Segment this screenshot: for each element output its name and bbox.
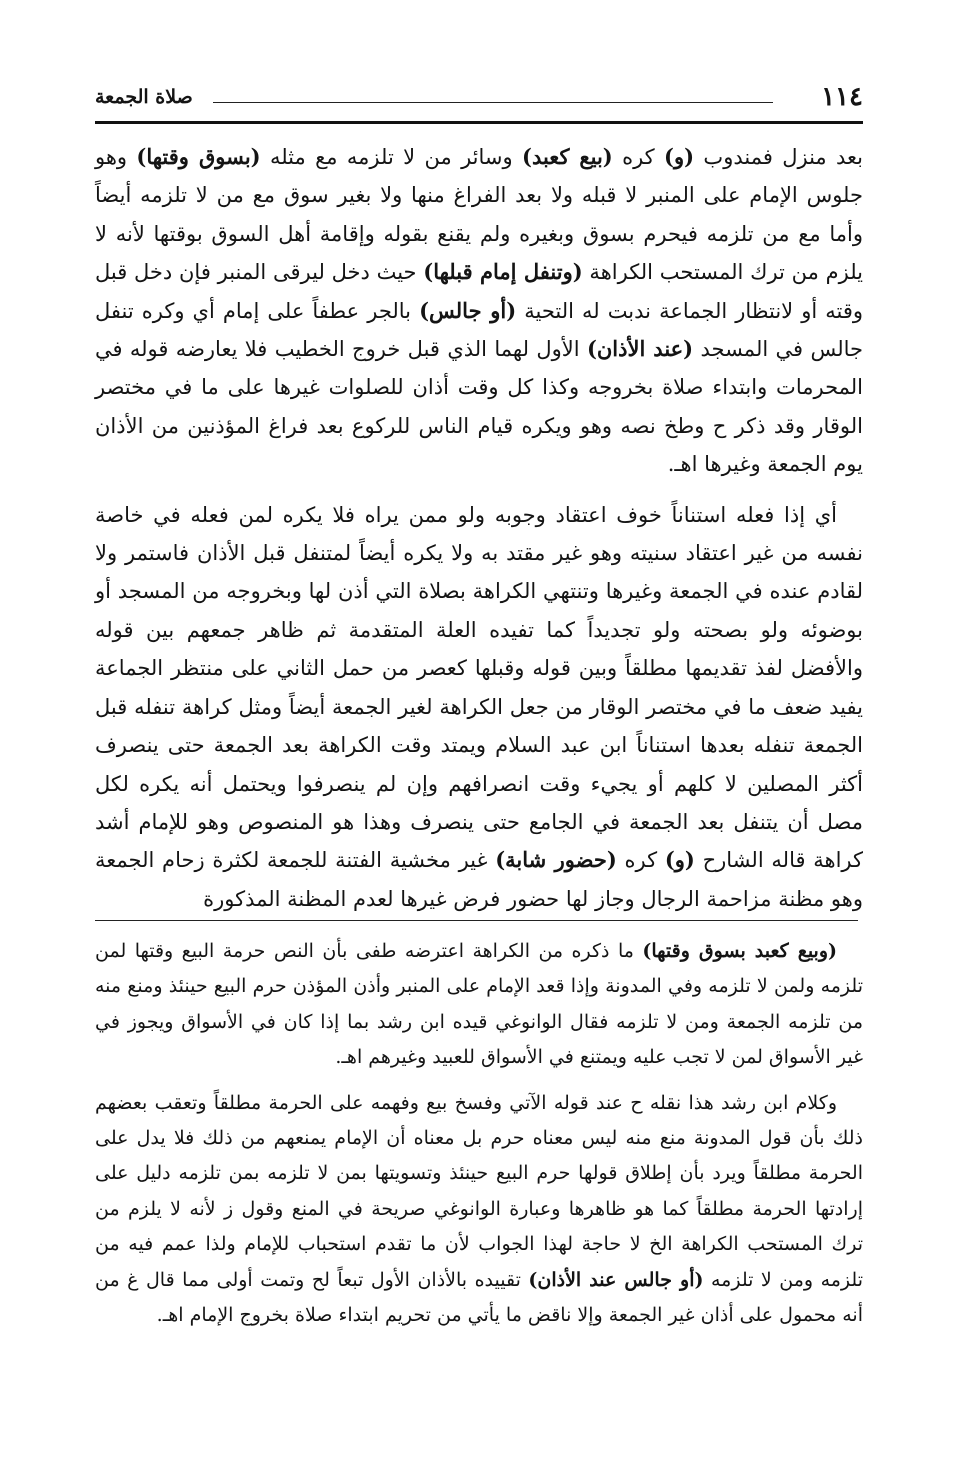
page-header	[95, 82, 863, 118]
main-paragraph-2: أي إذا فعله استناناً خوف اعتقاد وجوبه ولو ممن يراه فلا يكره لمن فعله في خاصة نفسه من غير اعتقاد سنيته وهو غير مقتد به ولا يكره أيضاً لمتنفل قبل الأذان فاستمر ولا لقادم عنده في الجمعة وغيرها وتنتهي الكراهة بصلاة التي أذن لها وبخروجه من المسجد أو بوضوئه ولو بصحته ولو تجديداً كما تفيده العلة المتقدمة ثم ظاهر جمعهم بين قوله والأفضل لفذ تقديمها مطلقاً وبين قوله وقبلها كعصر من حمل الثاني على منتظر الجماعة يفيد ضعف ما في مختصر الوقار من جعل الكراهة لغير الجمعة أيضاً ومثل كراهة تنفله قبل الجمعة تنفله بعدها استناناً ابن عبد السلام ويمتد وقت الكراهة بعد الجمعة حتى ينصرف أكثر المصلين لا كلهم أو يجيء وقت انصرافهم وإن لم ينصرفوا ويحتمل أنه يكره لكل مصل أن يتنفل بعد الجمعة في الجامع حتى ينصرف وهذا هو المنصوص وهو للإمام أشد كراهة قاله الشارح (و) كره (حضور شابة) غير مخشية الفتنة للجمعة لكثرة زحام الجمعة وهو مظنة مزاحمة الرجال وجاز لها حضور فرض غيرها لعدم المظنة المذكورة	[95, 502, 863, 911]
footnote-paragraph-1: (وبيع كعبد بسوق وقتها) ما ذكره من الكراهة اعترضه طفى بأن النص حرمة البيع وقتها لمن تلزمه ولمن لا تلزمه وفي المدونة وإذا قعد الإمام على المنبر وأذن المؤذن حرم البيع حينئذ ومنع منه من تلزمه الجمعة ومن لا تلزمه فقال الوانوغي قيده ابن رشد بما إذا كان في الأسواق ويجوز في غير الأسواق لمن لا تجب عليه ويمتنع في الأسواق للعبيد وغيرهم اهـ.	[95, 940, 863, 1069]
footnote-paragraph-2: وكلام ابن رشد هذا نقله ح عند قوله الآتي وفسخ بيع وفهمه على الحرمة مطلقاً وتعقب بعضهم ذلك بأن قول المدونة منع منه ليس معناه حرم بل معناه أن الإمام يمنعهم من ذلك فلا يدل على الحرمة مطلقاً ويرد بأن إطلاق قولها حرم البيع حينئذ وتسويتها بمن لا تلزمه بمن تلزمه دليل على إرادتها الحرمة مطلقاً كما هو ظاهرها وعبارة الوانوغي صريحة في المنع وقول ز لأنه لا يلزم من ترك المستحب الكراهة الخ لا حاجة لهذا الجواب لأن ما تقدم استحباب للإمام ولذا عمم فيه من تلزمه ومن لا تلزمه (أو جالس عند الأذان) تقييده بالأذان الأول تبعاً لح وتمت أولى مما قال غ من أنه محمول على أذان غير الجمعة وإلا ناقض ما يأتي من تحريم ابتداء صلاة بخروج الإمام اهـ.	[95, 1091, 863, 1327]
header-dash	[213, 102, 773, 103]
footnote-rule	[95, 920, 858, 921]
main-paragraph-1: بعد منزل فمندوب (و) كره (بيع كعبد) وسائر من لا تلزمه مع مثله (بسوق وقتها) وهو جلوس الإمام على المنبر لا قبله ولا بعد الفراغ منها ولا بغير سوق مع من لا تلزمه أيضاً وأما مع من تلزمه فيحرم بسوق وبغيره ولم يقنع بقوله وإقامة أهل السوق بوقتها لأنه لا يلزم من ترك المستحب الكراهة (وتنفل إمام قبلها) حيث دخل ليرقى المنبر فإن دخل قبل وقته أو لانتظار الجماعة ندبت له التحية (أو جالس) بالجر عطفاً على إمام أي وكره تنفل جالس في المسجد (عند الأذان) الأول لهما الذي قبل خروج الخطيب فلا يعارضه قوله في المحرمات وابتداء صلاة بخروجه وكذا كل وقت أذان للصلوات غيرها على ما في مختصر الوقار وقد ذكر ح وطخ نصه وهو ويكره قيام الناس للركوع بعد فراغ المؤذنين من الأذان يوم الجمعة وغيرها اهـ.	[95, 144, 864, 477]
running-title: صلاة الجمعة	[95, 86, 193, 108]
footnotes	[95, 934, 863, 1333]
page-number: ١١٤	[821, 82, 863, 112]
header-rule	[95, 121, 863, 124]
main-text	[95, 138, 863, 918]
